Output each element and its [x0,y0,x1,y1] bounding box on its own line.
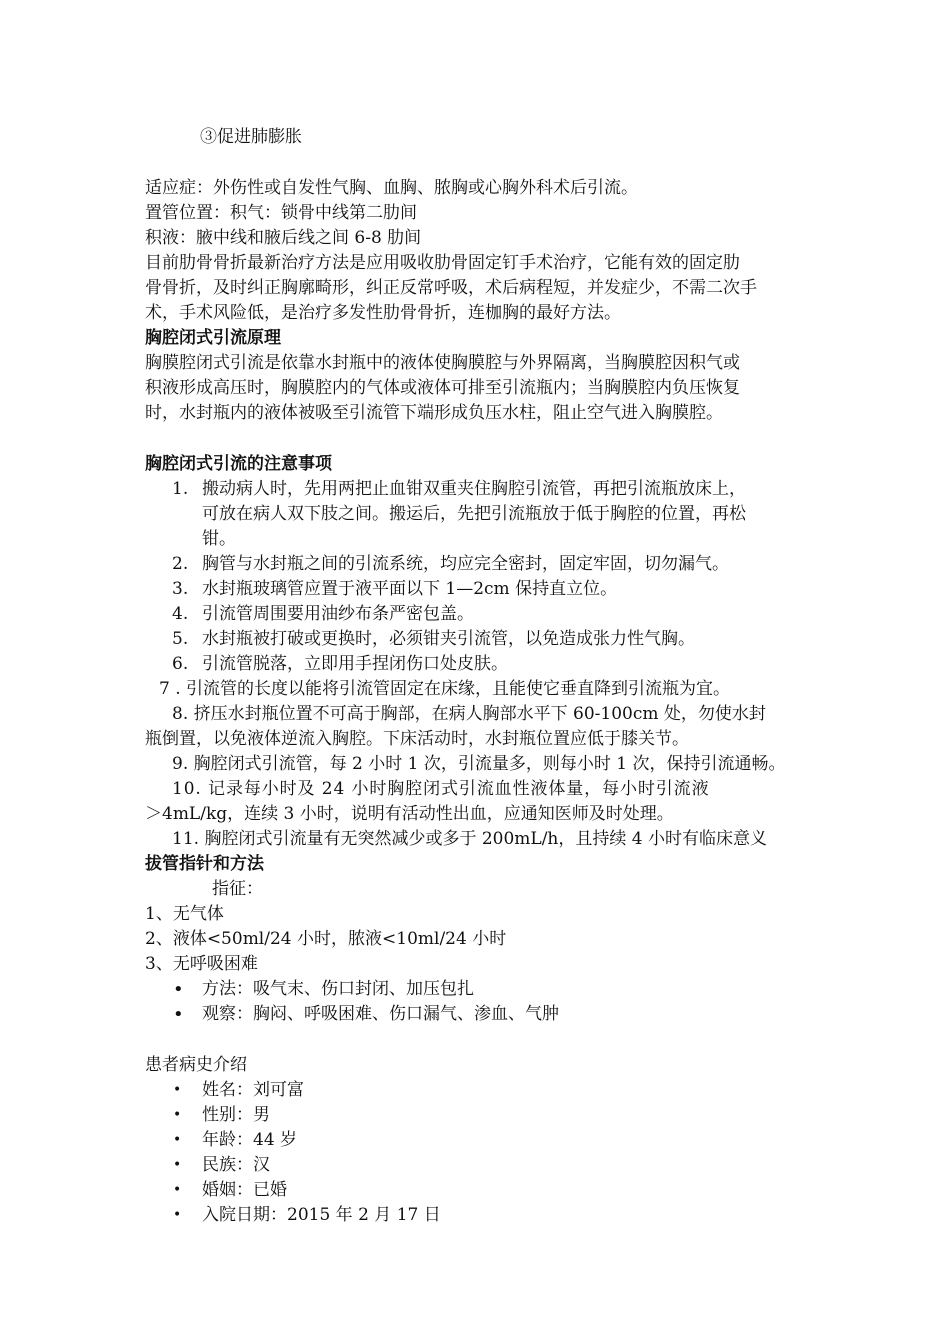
note-10-line: 10. 记录每小时及 24 小时胸腔闭式引流血性液体量，每小时引流液 [172,779,710,799]
bullet-icon: • [173,1132,182,1148]
top-item: ③促进肺膨胀 [200,127,302,147]
bullet-icon: • [173,1182,182,1198]
bullet-icon: • [173,1004,184,1025]
bullet-icon: • [173,1107,182,1123]
rib-para-line: 目前肋骨骨折最新治疗方法是应用吸收肋骨固定钉手术治疗，它能有效的固定肋 [145,253,740,273]
criterion-line: 3、无呼吸困难 [145,954,258,974]
principle-para-line: 胸膜腔闭式引流是依靠水封瓶中的液体使胸膜腔与外界隔离，当胸膜腔因积气或 [145,353,740,373]
placement-gas-line: 置管位置：积气：锁骨中线第二肋间 [145,203,417,223]
history-item: 姓名：刘可富 [202,1080,304,1100]
method-bullet: 观察：胸闷、呼吸困难、伤口漏气、渗血、气肿 [202,1004,559,1024]
note-number: 4. [172,604,189,624]
note-1-line: 搬动病人时，先用两把止血钳双重夹住胸腔引流管，再把引流瓶放床上， [202,479,746,499]
notes-heading: 胸腔闭式引流的注意事项 [145,454,332,474]
history-item: 民族：汉 [202,1155,270,1175]
note-6: 引流管脱落，立即用手捏闭伤口处皮肤。 [202,654,508,674]
note-2: 胸管与水封瓶之间的引流系统，均应完全密封，固定牢固，切勿漏气。 [202,554,729,574]
history-item: 年龄：44 岁 [202,1130,298,1150]
note-9: 9. 胸腔闭式引流管，每 2 小时 1 次，引流量多，则每小时 1 次，保持引流通畅。 [172,754,786,774]
note-number: 2. [172,554,189,574]
note-number: 5. [172,629,189,649]
rib-para-line: 术，手术风险低，是治疗多发性肋骨骨折，连枷胸的最好方法。 [145,303,621,323]
principle-para-line: 积液形成高压时，胸膜腔内的气体或液体可排至引流瓶内；当胸膜腔内负压恢复 [145,378,740,398]
indication-label: 指征： [212,879,263,899]
history-item: 性别：男 [202,1105,270,1125]
method-bullet: 方法：吸气末、伤口封闭、加压包扎 [202,979,474,999]
history-heading: 患者病史介绍 [145,1055,247,1075]
note-number: 6. [172,654,189,674]
principle-para-line: 时，水封瓶内的液体被吸至引流管下端形成负压水柱，阻止空气进入胸膜腔。 [145,403,723,423]
note-4: 引流管周围要用油纱布条严密包盖。 [202,604,474,624]
bullet-icon: • [173,1157,182,1173]
note-10-line: ＞4mL/kg，连续 3 小时，说明有活动性出血，应通知医师及时处理。 [145,804,674,824]
note-8-line: 瓶倒置，以免液体逆流入胸腔。下床活动时，水封瓶位置应低于膝关节。 [145,729,689,749]
history-item: 入院日期：2015 年 2 月 17 日 [202,1205,441,1225]
note-number: 1. [172,479,189,499]
note-1-line: 可放在病人双下肢之间。搬运后，先把引流瓶放于低于胸腔的位置，再松 [202,504,746,524]
bullet-icon: • [173,1207,182,1223]
indications-line: 适应症：外伤性或自发性气胸、血胸、脓胸或心胸外科术后引流。 [145,178,638,198]
note-1-line: 钳。 [202,529,236,549]
note-8-line: 8. 挤压水封瓶位置不可高于胸部，在病人胸部水平下 60-100cm 处，勿使水封 [172,704,766,724]
note-number: 3. [172,579,189,599]
bullet-icon: • [173,1082,182,1098]
bullet-icon: • [173,979,184,1000]
note-5: 水封瓶被打破或更换时，必须钳夹引流管，以免造成张力性气胸。 [202,629,695,649]
criterion-line: 1、无气体 [145,904,224,924]
removal-heading: 拔管指针和方法 [145,854,264,874]
history-item: 婚姻：已婚 [202,1180,287,1200]
placement-fluid-line: 积液：腋中线和腋后线之间 6-8 肋间 [145,228,422,248]
criterion-line: 2、液体<50ml/24 小时，脓液<10ml/24 小时 [145,929,507,949]
note-3: 水封瓶玻璃管应置于液平面以下 1—2cm 保持直立位。 [202,579,618,599]
note-7: 7 . 引流管的长度以能将引流管固定在床缘，且能使它垂直降到引流瓶为宜。 [159,679,731,699]
rib-para-line: 骨骨折，及时纠正胸廓畸形，纠正反常呼吸，术后病程短，并发症少，不需二次手 [145,278,757,298]
principle-heading: 胸腔闭式引流原理 [145,328,281,348]
note-11: 11. 胸腔闭式引流量有无突然减少或多于 200mL/h，且持续 4 小时有临床意义 [172,829,767,849]
